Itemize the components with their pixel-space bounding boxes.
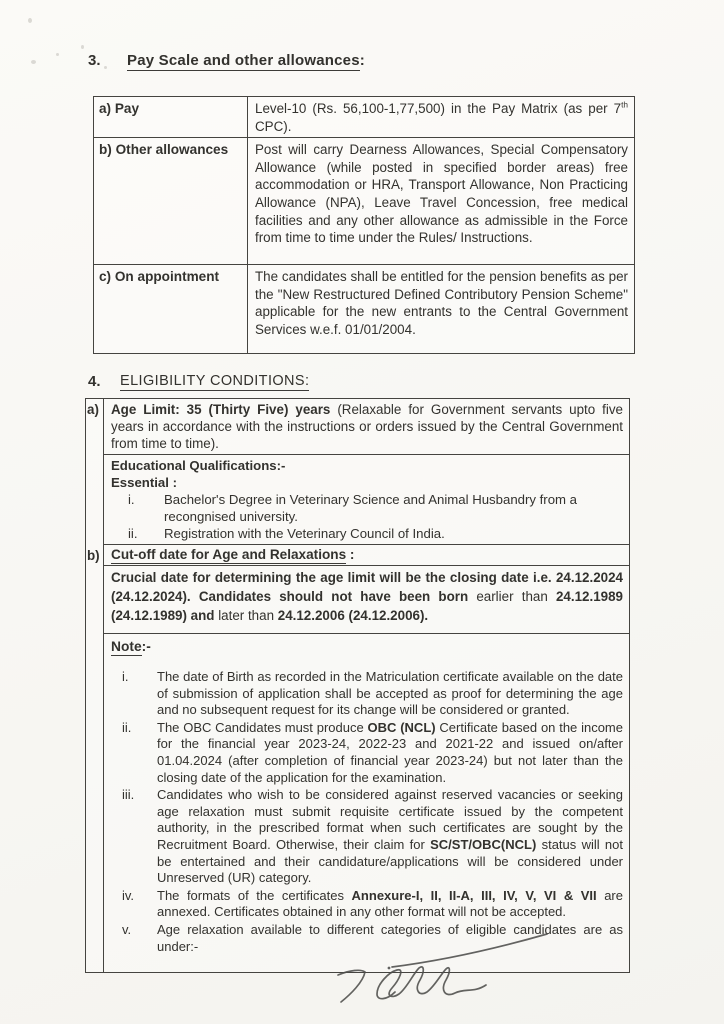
note-text: Age relaxation available to different categories of eligible candidates are as under:- xyxy=(157,921,623,954)
edu-item xyxy=(111,525,623,542)
crucial-date-paragraph: Crucial date for determining the age limit will be the closing date i.e. 24.12.2024 (24.12.2024). Candidates should not have been born earlier than 24.12.1989 (24.12.1989) and later than 24.12.2006 (24.12.2006). xyxy=(104,566,629,634)
eligibility-table xyxy=(85,398,630,973)
essential-heading: Essential : xyxy=(111,475,177,490)
table-row-pay xyxy=(94,97,634,138)
scan-artifact xyxy=(81,45,84,49)
row-label-empty xyxy=(86,634,104,972)
row-label-empty xyxy=(86,566,104,634)
cutoff-heading: Cut-off date for Age and Relaxations : xyxy=(111,547,355,562)
section-3-number: 3. xyxy=(88,52,101,69)
notes-section xyxy=(104,634,629,972)
note-heading: Note:- xyxy=(111,639,151,654)
note-text: The formats of the certificates Annexure-I, II, II-A, III, IV, V, VI & VII are annexed. Certificates obtained in any other format will not be accepted. xyxy=(157,887,623,920)
item-text: Bachelor's Degree in Veterinary Science and Animal Husbandry from a recongnised university. xyxy=(164,492,578,524)
section-4-heading xyxy=(88,373,628,391)
note-text: The date of Birth as recorded in the Matriculation certificate available on the date of submission of application shall be accepted as proof for determining the age and no subsequent request for its change will be considered or granted. xyxy=(157,669,623,718)
table-row-on-appointment xyxy=(94,265,634,353)
item-number: ii. xyxy=(128,526,138,541)
scan-artifact xyxy=(31,60,36,64)
note-item xyxy=(111,720,623,786)
section-4-number: 4. xyxy=(88,373,101,390)
section-3-heading xyxy=(88,52,628,69)
note-number: v. xyxy=(122,921,132,937)
note-number: ii. xyxy=(122,719,132,735)
row-label: c) On appointment xyxy=(94,265,248,353)
pay-scale-table xyxy=(93,96,635,354)
scan-artifact xyxy=(28,18,32,23)
note-number: iii. xyxy=(122,787,135,803)
section-4-title: ELIGIBILITY CONDITIONS: xyxy=(120,373,310,389)
note-number: i. xyxy=(122,669,129,684)
note-item xyxy=(111,888,623,921)
note-item xyxy=(111,922,623,955)
note-text: The OBC Candidates must produce OBC (NCL) Certificate based on the income for the financial year 2023-24, 2022-23 and 2021-22 and issued on/after 01.04.2024 (after completion of financial year 2023-24) but not later than the closing date of the application for the examination. xyxy=(157,719,623,785)
cutoff-heading-row xyxy=(104,545,629,566)
row-label: a) Pay xyxy=(94,97,248,137)
scan-artifact xyxy=(56,53,59,56)
row-label-empty xyxy=(86,455,104,545)
table-row-other-allowances xyxy=(94,138,634,265)
note-text: Candidates who wish to be considered against reserved vacancies or seeking age relaxation must submit requisite certificate issued by the competent authority, in the prescribed format when such certificates are sought by the Recruitment Board. Otherwise, their claim for SC/ST/OBC(NCL) status will not be entertained and their candidature/applications will be considered under Unreserved (UR) category. xyxy=(157,787,623,886)
age-limit-paragraph: Age Limit: 35 (Thirty Five) years (Relaxable for Government servants upto five years in accordance with the instructions or orders issued by the Central Government from time to time). xyxy=(104,399,629,455)
note-item xyxy=(111,787,623,887)
note-item xyxy=(111,669,623,719)
row-label-a: a) xyxy=(86,399,104,455)
section-3-title: Pay Scale and other allowances: xyxy=(127,52,365,69)
row-content: Level-10 (Rs. 56,100-1,77,500) in the Pay Matrix (as per 7th CPC). xyxy=(255,99,628,134)
row-label: b) Other allowances xyxy=(94,138,248,264)
edu-item xyxy=(111,491,623,525)
educational-qualifications xyxy=(104,455,629,545)
row-content: The candidates shall be entitled for the pension benefits as per the "New Restructured Defined Contributory Pension Scheme" applicable for the new entrants to the Central Government Services w.e.f. 01/01/2004. xyxy=(255,269,628,337)
item-text: Registration with the Veterinary Council of India. xyxy=(164,526,445,541)
row-content: Post will carry Dearness Allowances, Special Compensatory Allowance (while posted in specified border areas) free accommodation or HRA, Transport Allowance, Non Practicing Allowance (NPA), Leave Travel Concession, free medical facilities and any other allowance as admissible in the Force from time to time under the Rules/ Instructions. xyxy=(255,142,628,246)
row-label-b: b) xyxy=(86,545,104,566)
item-number: i. xyxy=(128,492,135,507)
edu-heading: Educational Qualifications:- xyxy=(111,458,286,473)
note-number: iv. xyxy=(122,887,135,903)
